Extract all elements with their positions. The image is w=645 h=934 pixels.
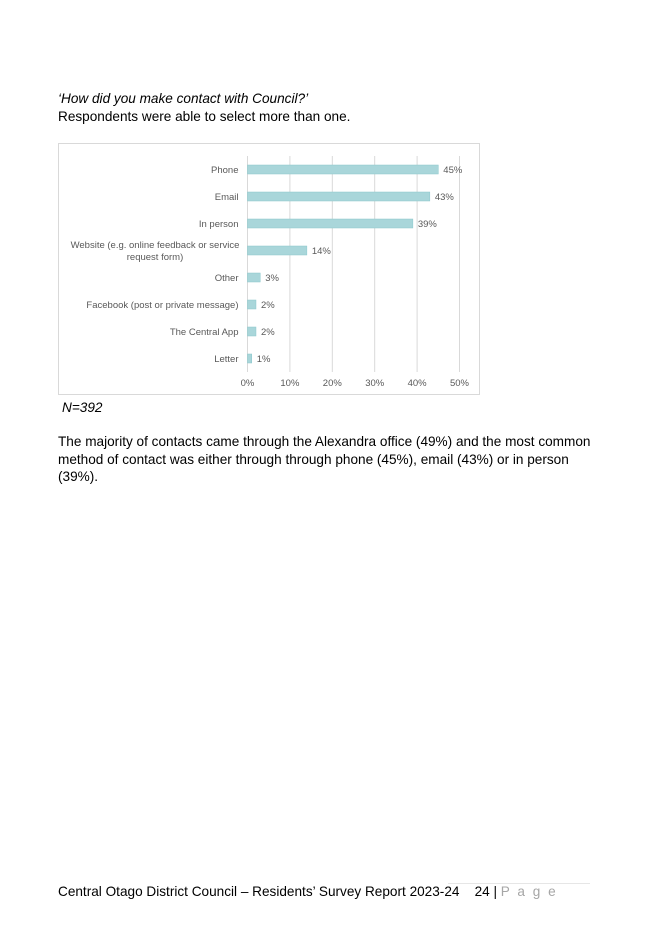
data-label: 39% — [417, 219, 437, 230]
data-label: 2% — [260, 327, 275, 338]
data-label: 14% — [311, 246, 331, 257]
category-label: In person — [198, 219, 239, 230]
data-label: 1% — [256, 354, 271, 365]
bar — [248, 327, 256, 336]
survey-instruction: Respondents were able to select more than one. — [58, 109, 351, 124]
chart-canvas — [59, 144, 481, 396]
category-label: Other — [214, 273, 239, 284]
bar — [248, 192, 430, 201]
x-tick-label: 20% — [322, 378, 342, 389]
page-footer — [58, 884, 558, 899]
survey-question: ‘How did you make contact with Council?’ — [58, 91, 309, 106]
category-label: request form) — [126, 252, 184, 263]
bar — [248, 300, 256, 309]
summary-paragraph: The majority of contacts came through the Alexandra office (49%) and the most common method of contact was either through through phone (45%), email (43%) or in person (39%). — [58, 434, 591, 484]
x-tick-label: 30% — [365, 378, 385, 389]
category-label: Facebook (post or private message) — [86, 300, 239, 311]
category-label: Website (e.g. online feedback or service — [70, 240, 240, 251]
data-label: 43% — [434, 192, 454, 203]
footer-page-label: P a g e — [500, 884, 558, 899]
bar — [248, 354, 252, 363]
x-tick-label: 40% — [407, 378, 427, 389]
bar — [248, 219, 413, 228]
data-label: 3% — [265, 273, 279, 284]
footer-page-number: 24 — [474, 884, 490, 899]
category-label: Email — [214, 192, 239, 203]
x-tick-label: 50% — [449, 378, 470, 389]
category-label: Letter — [214, 354, 239, 365]
sample-size-note: N=392 — [62, 400, 103, 415]
bar — [248, 246, 307, 255]
footer-spacer — [459, 884, 474, 899]
footer-separator: | — [493, 884, 498, 899]
bar — [248, 165, 439, 174]
category-label: The Central App — [169, 327, 239, 338]
data-label: 2% — [260, 300, 275, 311]
bar — [248, 273, 261, 282]
category-label: Phone — [211, 165, 239, 176]
contact-method-chart — [58, 143, 480, 395]
footer-report-title: Central Otago District Council – Residents’ Survey Report 2023-24 — [58, 884, 460, 899]
data-label: 45% — [443, 165, 463, 176]
x-tick-label: 10% — [280, 378, 300, 389]
x-tick-label: 0% — [240, 378, 255, 389]
